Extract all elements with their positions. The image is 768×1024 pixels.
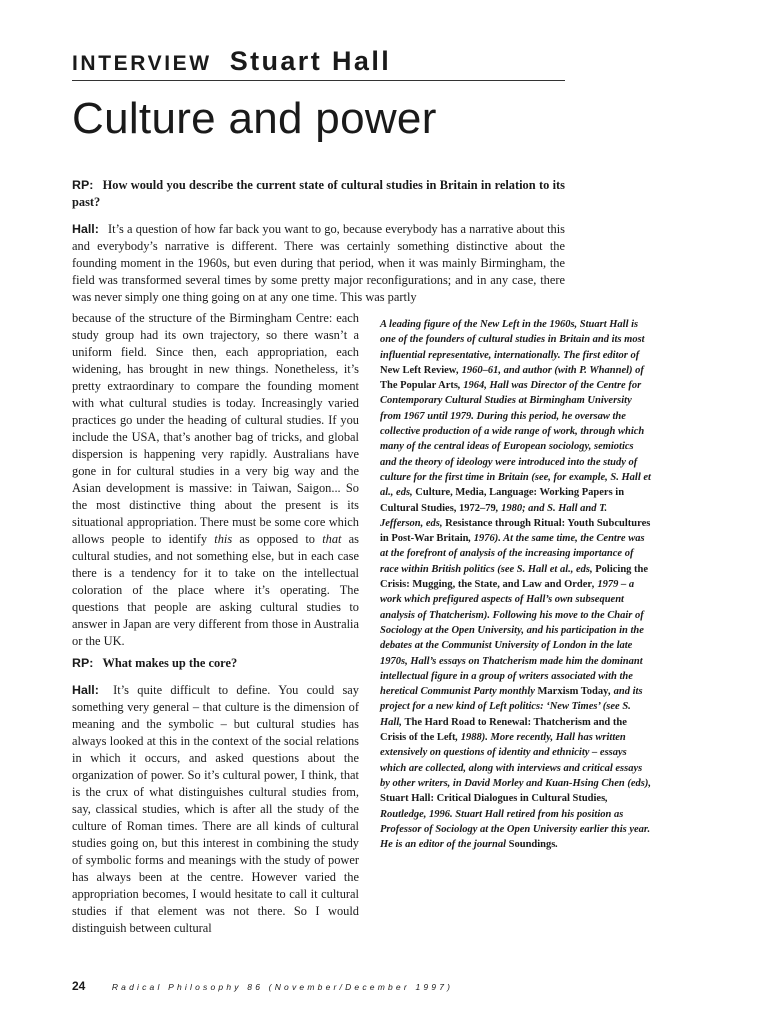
biography-sidebar: [380, 317, 652, 852]
bio-text: , Routledge, 1996. Stuart Hall retired from his position as Professor of Sociology at the Open University earlier this year. He is an editor of the journal: [380, 793, 651, 851]
bio-text: , 1976). At the same time, the Centre was at the forefront of analysis of the increasing importance of race within British politics (see S. Hall et al., eds,: [380, 533, 645, 575]
answer-text: It’s quite difficult to define. You could say something very general – that culture is the dimension of meaning and the symbolic – but cultural studies has always looked at this in the context of the social relations in which it occurs, and asked questions about the organization of power. So it’s cultural power, I think, that is the crux of what distinguishes cultural studies from, say, classical studies, which is after all the study of the culture of Roman times. There are all kinds of cultural studies going on, but this interest in combining the study of symbolic forms and meanings with the study of power has always been at the centre. However varied the appropriation becomes, I would hesitate to call it cultural studies if that element was not there. So I would distinguish between cultural: [72, 683, 359, 935]
answer-text: because of the structure of the Birmingham Centre: each study group had its own trajectory, so there wasn’t a uniform field. Since then, each appropriation, each widening, has brought in new things. Nonetheless, it’s pretty extraordinary to compare the founding moment with what cultural studies is today. Increasingly varied practices go under the heading of cultural studies. If you include the USA, that’s another bag of tricks, and global dispersion is happening very rapidly. Australians have gone in for cultural studies in a very big way and the Asian development is massive: in Taiwan, Saigon... So the most distinctive thing about the present is its situational appropriation. There must be some core which allows people to identify: [72, 311, 359, 546]
question-2: [72, 655, 359, 672]
bio-text: , 1980; and S. Hall and T. Jefferson, eds,: [380, 502, 608, 529]
page-number: 24: [72, 979, 86, 993]
bio-text: , and its project for a new kind of Left politics: ‘New Times’ (see S. Hall,: [380, 686, 643, 728]
publication-title: Stuart Hall: Critical Dialogues in Cultural Studies: [380, 793, 606, 805]
speaker-label: RP:: [72, 178, 94, 192]
publication-title: Culture, Media, Language: Working Papers in Cultural Studies, 1972–79: [380, 487, 625, 514]
page-title: Culture and power: [72, 94, 437, 143]
speaker-label: Hall:: [72, 683, 99, 697]
answer-text: It’s a question of how far back you want to go, because everybody has a narrative about this and everybody’s narrative is different. There was certainly something distinctive about the founding moment in the 1960s, but even during that period, when it was mainly Birmingham, the field was transformed several times by some pretty major reconfigurations; and in any case, there was never simply one thing going on at any one time. This was partly: [72, 222, 565, 304]
publication-title: Marxism Today: [537, 686, 609, 698]
answer-1-continued: [72, 310, 359, 650]
page-footer: [72, 977, 453, 995]
publication-title: The Hard Road to Renewal: Thatcherism and the Crisis of the Left: [380, 716, 627, 744]
emphasis: this: [214, 532, 233, 546]
section-kicker: INTERVIEW: [72, 52, 212, 75]
bio-text: , 1964, Hall was Director of the Centre for Contemporary Cultural Studies at Birmingham University from 1967 until 1979. During this period, he oversaw the collective production of a wide range of work, through which many of the central ideas of European sociology, semiotics and the theory of ideology were introduced into the study of culture for the first time in Britain (see, for example, S. Hall et al., eds,: [380, 380, 651, 499]
publication-title: Policing the Crisis: Mugging, the State, and Law and Order: [380, 563, 649, 591]
journal-citation: Radical Philosophy 86 (November/December 1997): [111, 982, 454, 992]
answer-2: [72, 682, 359, 937]
speaker-label: RP:: [72, 656, 94, 670]
question-text: How would you describe the current state of cultural studies in Britain in relation to its past?: [72, 178, 565, 209]
publication-title: The Popular Arts: [380, 380, 458, 392]
speaker-label: Hall:: [72, 222, 99, 236]
answer-text: as cultural studies, and not something else, but in each case there is a tendency for it to take on the intellectual coloration of the place where it’s operating. The questions that people are asking cultural studies to answer in Japan are very different from those in Australia or the UK.: [72, 532, 359, 648]
interviewee-name: Stuart Hall: [229, 46, 392, 76]
answer-text: as opposed to: [239, 532, 315, 546]
question-1: [72, 177, 565, 211]
publication-title: Resistance through Ritual: Youth Subcultures in Post-War Britain: [380, 517, 651, 545]
bio-text: .: [555, 839, 558, 851]
bio-text: , 1960–61, and author (with P. Whannel) of: [456, 364, 644, 376]
article-header: [72, 46, 565, 81]
bio-text: , 1988). More recently, Hall has written extensively on questions of identity and ethnicity – essays which are collected, along with interviews and critical essays by other writers, in David Morley and Kuan-Hsing Chen (eds),: [380, 732, 651, 789]
publication-title: Soundings: [508, 839, 556, 851]
answer-1-intro: [72, 221, 565, 306]
question-text: What makes up the core?: [102, 656, 238, 670]
bio-text: , 1979 – a work which prefigured aspects of Hall’s own subsequent analysis of Thatcherism). Following his move to the Chair of Sociology at the Open University, and his participation in the debates at the Communist University of London in the late 1970s, Hall’s essays on Thatcherism made him the dominant intellectual figure in a group of writers associated with the heretical Communist Party monthly: [380, 579, 644, 698]
emphasis: that: [322, 532, 342, 546]
publication-title: New Left Review: [380, 364, 457, 376]
bio-text: A leading figure of the New Left in the 1960s, Stuart Hall is one of the founders of cultural studies in Britain and its most influential representative, internationally. The first editor of: [380, 319, 645, 361]
